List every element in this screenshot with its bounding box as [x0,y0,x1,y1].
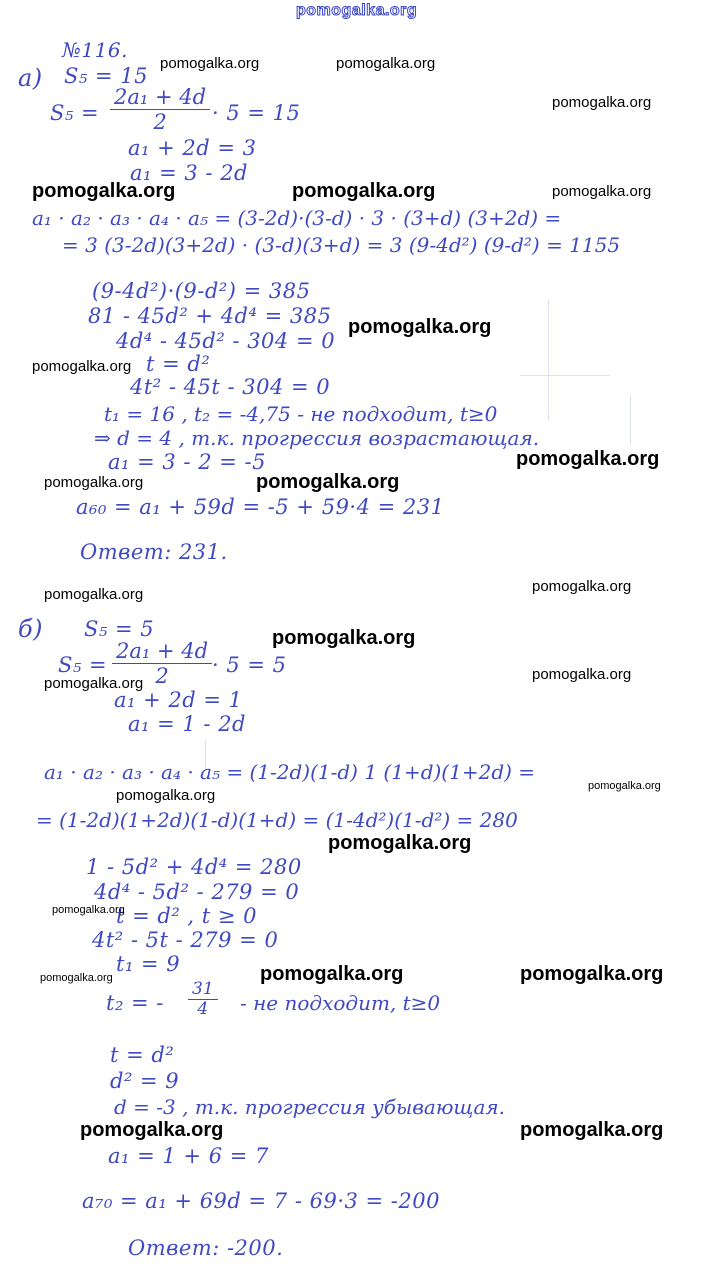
watermark: pomogalka.org [336,55,436,72]
part-b-line9: d² = 9 [110,1069,180,1093]
part-a-label: а) [18,64,43,92]
part-a-line10: a₁ = 3 - 2 = -5 [108,450,266,474]
part-a-product-line1: a₁ · a₂ · a₃ · a₄ · a₅ = (3-2d)·(3-d) · 3 · (3+d) (3+2d) = [32,206,562,230]
part-b-line3: 1 - 5d² + 4d⁴ = 280 [86,855,302,879]
part-b-line12: a₇₀ = a₁ + 69d = 7 - 69·3 = -200 [82,1189,440,1213]
watermark: pomogalka.org [272,627,416,649]
part-a-line6: t = d² [146,352,211,376]
fraction-numerator: 31 [188,980,218,1000]
fraction-denominator: 2 [155,664,169,689]
part-b-eq1: a₁ + 2d = 1 [114,688,243,712]
part-b-t2-suffix: - не подходит, t≥0 [240,991,441,1015]
part-a-s5-formula-suffix: · 5 = 15 [212,101,301,125]
fraction-denominator: 4 [197,998,209,1019]
watermark: pomogalka.org [32,180,176,202]
watermark: pomogalka.org [552,94,652,111]
watermark: pomogalka.org [328,832,472,854]
watermark: pomogalka.org [292,180,436,202]
part-a-line7: 4t² - 45t - 304 = 0 [130,375,331,399]
watermark: pomogalka.org [80,1119,224,1141]
watermark: pomogalka.org [260,963,404,985]
part-a-line4: 81 - 45d² + 4d⁴ = 385 [88,304,332,328]
part-a-product-line2: = 3 (3-2d)(3+2d) · (3-d)(3+d) = 3 (9-4d²) (9-d²) = 1155 [62,233,621,257]
fraction-numerator: 2a₁ + 4d [112,640,212,664]
fraction-numerator: 2a₁ + 4d [110,86,210,110]
watermark: pomogalka.org [116,787,216,804]
watermark: pomogalka.org [552,183,652,200]
part-a-eq1: a₁ + 2d = 3 [128,136,257,160]
background-guide-line [520,375,610,376]
part-a-line5: 4d⁴ - 45d² - 304 = 0 [116,329,336,353]
part-b-product-line2: = (1-2d)(1+2d)(1-d)(1+d) = (1-4d²)(1-d²) = 280 [36,808,518,832]
part-a-line8: t₁ = 16 , t₂ = -4,75 - не подходит, t≥0 [104,402,498,426]
background-guide-line [630,395,631,445]
watermark: pomogalka.org [40,972,113,984]
part-a-line9: ⇒ d = 4 , т.к. прогрессия возрастающая. [94,426,540,450]
watermark: pomogalka.org [44,474,144,491]
part-b-line11: a₁ = 1 + 6 = 7 [108,1144,269,1168]
watermark: pomogalka.org [520,1119,664,1141]
part-a-s5-formula-prefix: S₅ = [50,101,100,125]
part-b-s5-formula-prefix: S₅ = [58,653,108,677]
part-a-eq2: a₁ = 3 - 2d [130,161,248,185]
part-a-line3: (9-4d²)·(9-d²) = 385 [92,279,311,303]
part-b-line5: t = d² , t ≥ 0 [116,904,258,928]
part-b-line10: d = -3 , т.к. прогрессия убывающая. [114,1095,505,1119]
watermark: pomogalka.org [160,55,260,72]
part-b-answer: Ответ: -200. [128,1236,284,1260]
part-b-t2-prefix: t₂ = - [106,991,164,1015]
site-header-logo: pomogalka.org [296,2,418,19]
watermark: pomogalka.org [44,675,144,692]
watermark: pomogalka.org [348,316,492,338]
part-b-t2-fraction [188,980,218,1019]
watermark: pomogalka.org [52,904,125,916]
part-b-label: б) [18,615,44,643]
part-a-s5-given: S₅ = 15 [64,64,148,88]
watermark: pomogalka.org [532,666,632,683]
fraction-denominator: 2 [153,110,167,135]
watermark: pomogalka.org [32,358,132,375]
part-b-line8: t = d² [110,1043,175,1067]
part-b-line4: 4d⁴ - 5d² - 279 = 0 [94,880,300,904]
part-b-line7: t₁ = 9 [116,952,181,976]
watermark: pomogalka.org [256,471,400,493]
part-b-s5-given: S₅ = 5 [84,617,155,641]
part-b-product-line1: a₁ · a₂ · a₃ · a₄ · a₅ = (1-2d)(1-d) 1 (1+d)(1+2d) = [44,760,536,784]
watermark: pomogalka.org [516,448,660,470]
watermark: pomogalka.org [588,780,661,792]
watermark: pomogalka.org [520,963,664,985]
background-guide-line [548,300,549,420]
part-a-line11: a₆₀ = a₁ + 59d = -5 + 59·4 = 231 [76,495,445,519]
watermark: pomogalka.org [532,578,632,595]
task-number: №116. [62,38,128,62]
part-b-line6: 4t² - 5t - 279 = 0 [92,928,279,952]
part-a-s5-fraction [110,86,210,134]
part-a-answer: Ответ: 231. [80,540,228,564]
part-b-s5-formula-suffix: · 5 = 5 [212,653,287,677]
part-b-eq2: a₁ = 1 - 2d [128,712,246,736]
watermark: pomogalka.org [44,586,144,603]
